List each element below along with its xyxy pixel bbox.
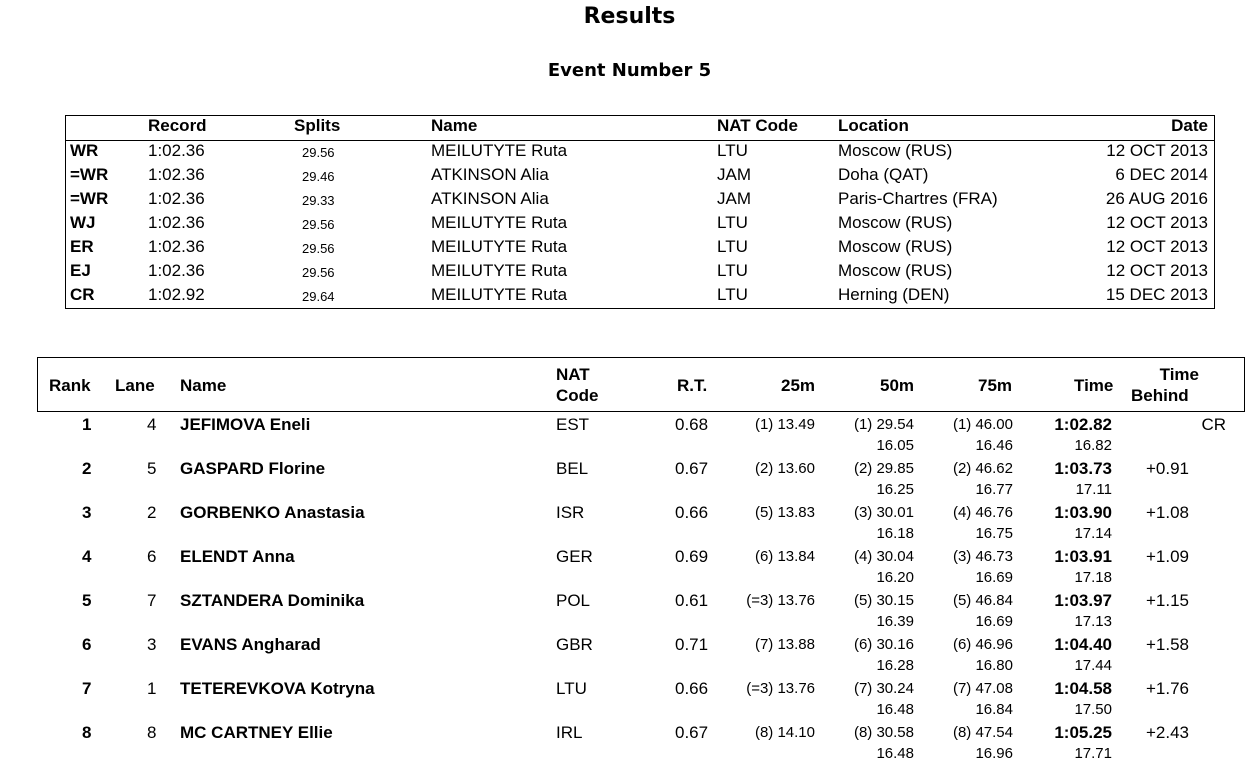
result-name: SZTANDERA Dominika xyxy=(180,591,365,610)
result-split-25: (2) 13.60 xyxy=(754,460,815,477)
result-row xyxy=(0,674,1259,718)
result-record-note: CR xyxy=(1201,415,1226,434)
result-lane: 2 xyxy=(147,503,157,522)
result-split-50: (4) 30.04 xyxy=(853,548,914,565)
result-nat: GER xyxy=(556,547,593,566)
result-rank: 8 xyxy=(82,723,92,742)
record-split: 29.56 xyxy=(302,241,335,256)
record-location: Doha (QAT) xyxy=(838,165,929,184)
result-split-25: (5) 13.83 xyxy=(754,504,815,521)
results-header xyxy=(37,357,1245,412)
results-header-50m: 50m xyxy=(880,376,915,395)
result-rank: 1 xyxy=(82,415,92,434)
result-lap-final: 17.44 xyxy=(1074,657,1112,674)
results-header-nat-line2: Code xyxy=(556,386,599,405)
result-row xyxy=(0,718,1259,762)
record-location: Herning (DEN) xyxy=(838,285,950,304)
result-behind: +1.58 xyxy=(1145,635,1189,654)
results-header-time: Time xyxy=(1074,376,1114,395)
result-name: TETEREVKOVA Kotryna xyxy=(180,679,375,698)
result-split-50: (5) 30.15 xyxy=(853,592,914,609)
result-lap-50: 16.39 xyxy=(876,613,914,630)
record-name: MEILUTYTE Ruta xyxy=(431,285,568,304)
result-split-75: (8) 47.54 xyxy=(952,724,1013,741)
results-header-75m: 75m xyxy=(978,376,1013,395)
result-lane: 6 xyxy=(147,547,157,566)
records-header-date: Date xyxy=(1171,116,1208,135)
record-nat: LTU xyxy=(717,237,748,256)
results-header-25m: 25m xyxy=(781,376,816,395)
result-rank: 3 xyxy=(82,503,92,522)
result-rt: 0.68 xyxy=(675,415,709,434)
result-lap-50: 16.28 xyxy=(876,657,914,674)
record-nat: LTU xyxy=(717,261,748,280)
record-code: WJ xyxy=(70,213,96,232)
result-rt: 0.69 xyxy=(675,547,709,566)
result-split-75: (2) 46.62 xyxy=(952,460,1013,477)
result-lap-final: 17.50 xyxy=(1074,701,1112,718)
record-row xyxy=(66,189,1214,213)
record-code: =WR xyxy=(70,165,109,184)
record-code: EJ xyxy=(70,261,91,280)
result-rank: 7 xyxy=(82,679,92,698)
record-date: 12 OCT 2013 xyxy=(1106,141,1208,160)
result-row xyxy=(0,586,1259,630)
record-time: 1:02.36 xyxy=(148,261,205,280)
result-split-25: (=3) 13.76 xyxy=(746,680,815,697)
result-lap-75: 16.96 xyxy=(975,745,1013,762)
result-split-50: (2) 29.85 xyxy=(853,460,914,477)
result-lap-50: 16.05 xyxy=(876,437,914,454)
record-nat: LTU xyxy=(717,141,748,160)
result-time: 1:05.25 xyxy=(1054,723,1112,742)
result-behind: +1.15 xyxy=(1145,591,1189,610)
result-split-50: (6) 30.16 xyxy=(853,636,914,653)
result-row xyxy=(0,542,1259,586)
records-header-name: Name xyxy=(431,116,478,135)
result-row xyxy=(0,498,1259,542)
record-nat: JAM xyxy=(717,165,751,184)
result-split-75: (4) 46.76 xyxy=(952,504,1013,521)
result-lap-final: 17.14 xyxy=(1074,525,1112,542)
result-name: ELENDT Anna xyxy=(180,547,295,566)
record-name: ATKINSON Alia xyxy=(431,165,549,184)
result-split-75: (7) 47.08 xyxy=(952,680,1013,697)
result-lap-75: 16.69 xyxy=(975,569,1013,586)
page-title: Results xyxy=(583,4,676,29)
result-lap-75: 16.84 xyxy=(975,701,1013,718)
result-row xyxy=(0,454,1259,498)
record-location: Moscow (RUS) xyxy=(838,261,953,280)
result-lap-75: 16.75 xyxy=(975,525,1013,542)
records-table xyxy=(65,115,1215,309)
result-rt: 0.67 xyxy=(675,723,709,742)
result-time: 1:03.91 xyxy=(1054,547,1112,566)
result-split-75: (1) 46.00 xyxy=(952,416,1013,433)
result-lane: 5 xyxy=(147,459,157,478)
record-time: 1:02.36 xyxy=(148,189,205,208)
result-rt: 0.66 xyxy=(675,679,709,698)
record-split: 29.56 xyxy=(302,217,335,232)
result-lap-50: 16.48 xyxy=(876,745,914,762)
record-split: 29.56 xyxy=(302,265,335,280)
record-row xyxy=(66,237,1214,261)
record-name: ATKINSON Alia xyxy=(431,189,549,208)
record-date: 12 OCT 2013 xyxy=(1106,237,1208,256)
result-rank: 5 xyxy=(82,591,92,610)
record-date: 12 OCT 2013 xyxy=(1106,213,1208,232)
result-lap-75: 16.46 xyxy=(975,437,1013,454)
result-nat: BEL xyxy=(556,459,589,478)
record-location: Paris-Chartres (FRA) xyxy=(838,189,998,208)
result-nat: GBR xyxy=(556,635,593,654)
record-nat: LTU xyxy=(717,285,748,304)
result-time: 1:04.58 xyxy=(1054,679,1112,698)
result-lane: 7 xyxy=(147,591,157,610)
result-behind: +2.43 xyxy=(1145,723,1189,742)
result-split-25: (1) 13.49 xyxy=(754,416,815,433)
result-split-50: (8) 30.58 xyxy=(853,724,914,741)
result-behind: +1.09 xyxy=(1145,547,1189,566)
results-header-behind-line2: Behind xyxy=(1131,386,1189,405)
result-time: 1:03.73 xyxy=(1054,459,1112,478)
result-lap-75: 16.80 xyxy=(975,657,1013,674)
record-code: WR xyxy=(70,141,99,160)
result-lap-50: 16.20 xyxy=(876,569,914,586)
result-rank: 4 xyxy=(82,547,92,566)
result-split-75: (5) 46.84 xyxy=(952,592,1013,609)
results-header-rt: R.T. xyxy=(677,376,708,395)
result-lap-final: 17.71 xyxy=(1074,745,1112,762)
record-nat: LTU xyxy=(717,213,748,232)
record-name: MEILUTYTE Ruta xyxy=(431,213,568,232)
record-date: 15 DEC 2013 xyxy=(1105,285,1208,304)
records-header-nat: NAT Code xyxy=(717,116,798,135)
record-time: 1:02.36 xyxy=(148,141,205,160)
result-rt: 0.71 xyxy=(675,635,709,654)
record-row xyxy=(66,261,1214,285)
result-behind: +1.76 xyxy=(1145,679,1189,698)
result-behind: +0.91 xyxy=(1145,459,1189,478)
result-rt: 0.66 xyxy=(675,503,709,522)
record-row xyxy=(66,165,1214,189)
record-code: CR xyxy=(70,285,95,304)
results-header-rank: Rank xyxy=(49,376,91,395)
record-row xyxy=(66,285,1214,309)
result-time: 1:04.40 xyxy=(1054,635,1112,654)
result-nat: POL xyxy=(556,591,591,610)
results-header-nat-line1: NAT xyxy=(556,365,590,384)
result-nat: LTU xyxy=(556,679,587,698)
result-name: EVANS Angharad xyxy=(180,635,321,654)
record-date: 6 DEC 2014 xyxy=(1115,165,1208,184)
record-date: 12 OCT 2013 xyxy=(1106,261,1208,280)
result-name: GASPARD Florine xyxy=(180,459,326,478)
record-location: Moscow (RUS) xyxy=(838,141,953,160)
record-split: 29.56 xyxy=(302,145,335,160)
result-split-25: (8) 14.10 xyxy=(754,724,815,741)
result-split-75: (3) 46.73 xyxy=(952,548,1013,565)
record-time: 1:02.36 xyxy=(148,237,205,256)
result-name: JEFIMOVA Eneli xyxy=(180,415,311,434)
result-lane: 3 xyxy=(147,635,157,654)
records-header-record: Record xyxy=(148,116,207,135)
record-location: Moscow (RUS) xyxy=(838,213,953,232)
record-name: MEILUTYTE Ruta xyxy=(431,141,568,160)
result-nat: EST xyxy=(556,415,590,434)
record-name: MEILUTYTE Ruta xyxy=(431,261,568,280)
result-lap-50: 16.18 xyxy=(876,525,914,542)
result-rank: 6 xyxy=(82,635,92,654)
record-time: 1:02.36 xyxy=(148,165,205,184)
records-header xyxy=(66,116,1214,141)
record-row xyxy=(66,213,1214,237)
result-name: MC CARTNEY Ellie xyxy=(180,723,333,742)
record-split: 29.46 xyxy=(302,169,335,184)
result-time: 1:03.90 xyxy=(1054,503,1112,522)
result-rt: 0.67 xyxy=(675,459,709,478)
result-lap-final: 17.11 xyxy=(1075,481,1112,498)
result-lap-final: 16.82 xyxy=(1074,437,1112,454)
record-date: 26 AUG 2016 xyxy=(1105,189,1208,208)
result-split-50: (3) 30.01 xyxy=(853,504,914,521)
result-lap-final: 17.13 xyxy=(1074,613,1112,630)
result-nat: ISR xyxy=(556,503,585,522)
result-split-75: (6) 46.96 xyxy=(952,636,1013,653)
event-title: Event Number 5 xyxy=(547,60,712,81)
result-rt: 0.61 xyxy=(675,591,709,610)
result-lap-75: 16.77 xyxy=(975,481,1013,498)
record-code: =WR xyxy=(70,189,109,208)
result-name: GORBENKO Anastasia xyxy=(180,503,365,522)
result-nat: IRL xyxy=(556,723,583,742)
record-split: 29.64 xyxy=(302,289,335,304)
result-lane: 1 xyxy=(147,679,157,698)
result-time: 1:02.82 xyxy=(1054,415,1112,434)
result-lane: 4 xyxy=(147,415,157,434)
results-header-behind-line1: Time xyxy=(1159,365,1199,384)
record-nat: JAM xyxy=(717,189,751,208)
result-lane: 8 xyxy=(147,723,157,742)
record-location: Moscow (RUS) xyxy=(838,237,953,256)
result-split-50: (7) 30.24 xyxy=(853,680,914,697)
record-time: 1:02.36 xyxy=(148,213,205,232)
result-split-25: (7) 13.88 xyxy=(754,636,815,653)
record-name: MEILUTYTE Ruta xyxy=(431,237,568,256)
records-header-splits: Splits xyxy=(294,116,341,135)
result-lap-75: 16.69 xyxy=(975,613,1013,630)
records-header-location: Location xyxy=(838,116,909,135)
record-time: 1:02.92 xyxy=(148,285,205,304)
result-behind: +1.08 xyxy=(1145,503,1189,522)
record-code: ER xyxy=(70,237,94,256)
record-row xyxy=(66,141,1214,165)
results-header-lane: Lane xyxy=(115,376,155,395)
result-row xyxy=(0,630,1259,674)
result-rank: 2 xyxy=(82,459,92,478)
result-lap-final: 17.18 xyxy=(1074,569,1112,586)
result-split-25: (6) 13.84 xyxy=(754,548,815,565)
result-lap-50: 16.48 xyxy=(876,701,914,718)
result-row xyxy=(0,410,1259,454)
record-split: 29.33 xyxy=(302,193,335,208)
result-split-50: (1) 29.54 xyxy=(853,416,914,433)
result-time: 1:03.97 xyxy=(1054,591,1112,610)
result-lap-50: 16.25 xyxy=(876,481,914,498)
result-split-25: (=3) 13.76 xyxy=(746,592,815,609)
results-header-name: Name xyxy=(180,376,227,395)
